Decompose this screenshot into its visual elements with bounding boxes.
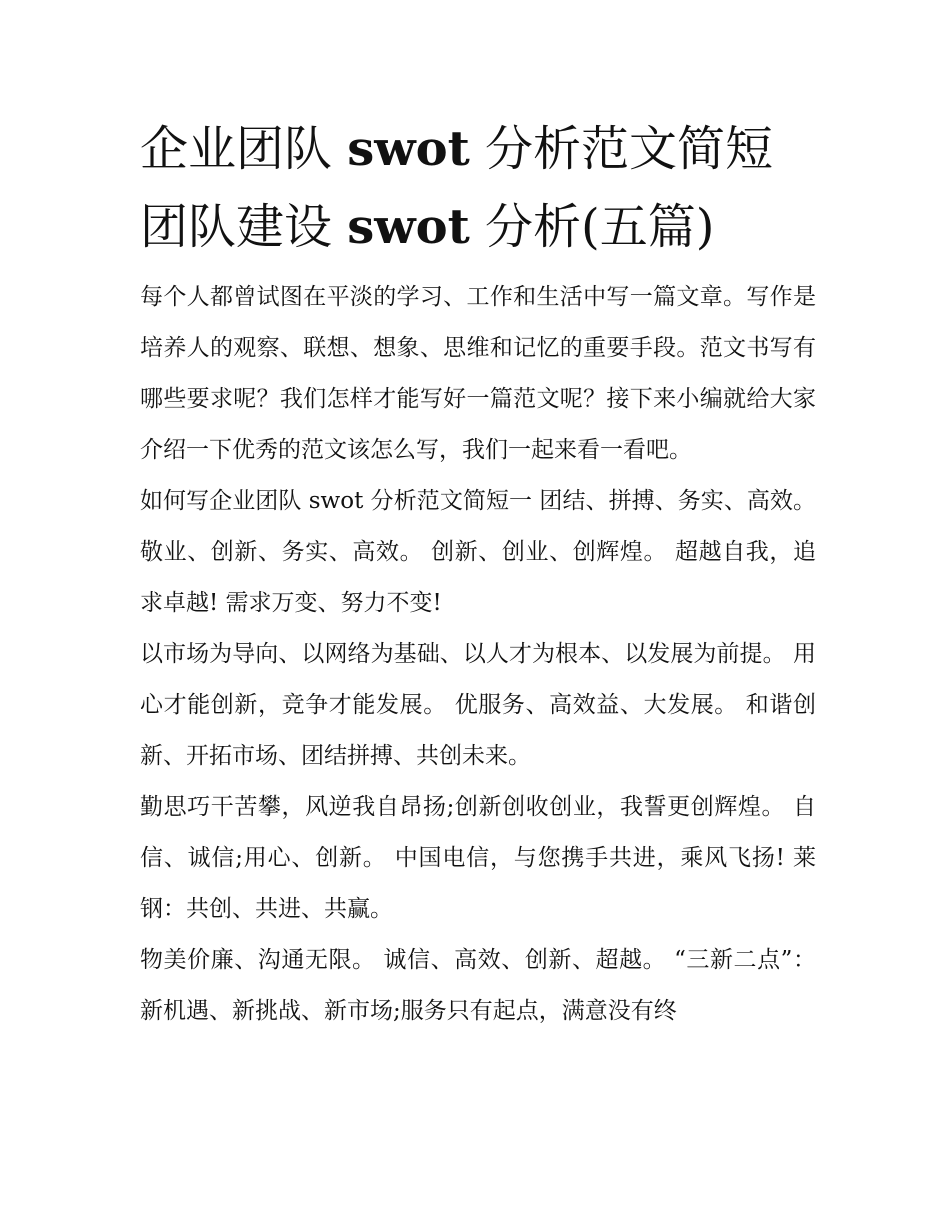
title-line-1-prefix: 企业团队 <box>140 121 348 177</box>
body-paragraph-3: 勤思巧干苦攀，风逆我自昂扬;创新创收创业，我誓更创辉煌。 自信、诚信;用心、创新。 中国电信，与您携手共进，乘风飞扬! 莱钢：共创、共进、共赢。 <box>140 794 816 922</box>
intro-paragraph: 每个人都曾试图在平淡的学习、工作和生活中写一篇文章。写作是培养人的观察、联想、想象、思维和记忆的重要手段。范文书写有哪些要求呢？我们怎样才能写好一篇范文呢？接下来小编就给大家介绍一下优秀的范文该怎么写，我们一起来看一看吧。 <box>140 284 816 463</box>
body-paragraph-2: 以市场为导向、以网络为基础、以人才为根本、以发展为前提。 用心才能创新，竞争才能发展。 优服务、高效益、大发展。 和谐创新、开拓市场、团结拼搏、共创未来。 <box>140 641 816 769</box>
document-page <box>140 110 816 1037</box>
title-line-2-swot: swot <box>347 199 470 255</box>
title-line-2-prefix: 团队建设 <box>140 199 348 255</box>
body-paragraph-4: 物美价廉、沟通无限。 诚信、高效、创新、超越。 “三新二点”：新机遇、新挑战、新市场;服务只有起点，满意没有终 <box>140 947 816 1024</box>
document-title <box>140 110 816 266</box>
title-line-2-suffix: 分析(五篇) <box>469 199 715 255</box>
title-line-1-suffix: 分析范文简短 <box>469 121 774 177</box>
title-line-1-swot: swot <box>347 121 470 177</box>
title-line-1 <box>140 110 816 188</box>
title-line-2 <box>140 188 816 266</box>
body-paragraph-1: 如何写企业团队 swot 分析范文简短一 团结、拼搏、务实、高效。 敬业、创新、务实、高效。 创新、创业、创辉煌。 超越自我，追求卓越! 需求万变、努力不变! <box>140 488 816 616</box>
